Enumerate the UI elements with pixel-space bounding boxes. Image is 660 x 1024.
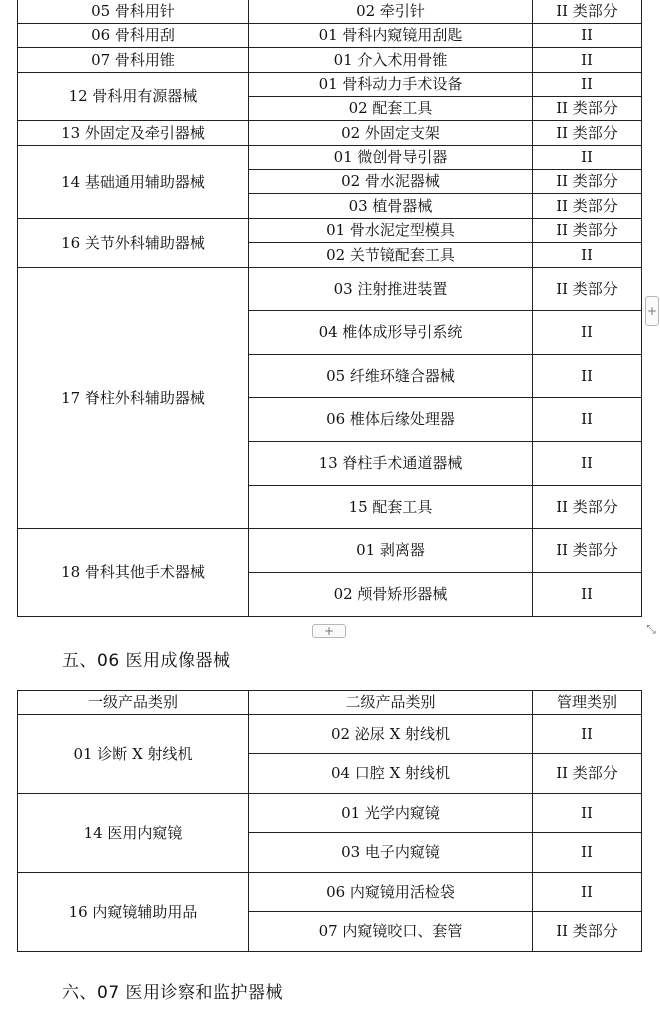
primary-category-cell: 12 骨科用有源器械: [18, 73, 249, 121]
management-class-cell: II: [533, 73, 642, 97]
management-class-cell: II: [533, 243, 642, 268]
primary-category-cell: 17 脊柱外科辅助器械: [18, 268, 249, 529]
orthopedic-table-body: [18, 0, 642, 617]
management-class-cell: II: [533, 146, 642, 170]
management-class-cell: II 类部分: [533, 121, 642, 146]
management-class-cell: II: [533, 794, 642, 833]
management-class-cell: II 类部分: [533, 170, 642, 194]
imaging-table-body: [18, 715, 642, 952]
secondary-category-cell: 02 骨水泥器械: [249, 170, 533, 194]
secondary-category-cell: 03 注射推进装置: [249, 268, 533, 311]
table-row: [18, 0, 642, 24]
primary-category-cell: 16 关节外科辅助器械: [18, 219, 249, 268]
table-header-row: [18, 691, 642, 715]
secondary-category-cell: 13 脊柱手术通道器械: [249, 442, 533, 486]
management-class-cell: II 类部分: [533, 529, 642, 573]
table-row: [18, 873, 642, 912]
secondary-category-cell: 06 内窥镜用活检袋: [249, 873, 533, 912]
management-class-cell: II 类部分: [533, 912, 642, 952]
table-row: [18, 268, 642, 311]
secondary-category-cell: 03 电子内窥镜: [249, 833, 533, 873]
resize-icon: ⤡: [646, 621, 656, 636]
secondary-category-cell: 04 椎体成形导引系统: [249, 311, 533, 355]
secondary-category-cell: 01 骨科动力手术设备: [249, 73, 533, 97]
secondary-category-cell: 15 配套工具: [249, 486, 533, 529]
management-class-cell: II: [533, 24, 642, 48]
table-row: [18, 715, 642, 754]
secondary-category-cell: 01 介入术用骨锥: [249, 48, 533, 73]
table-row: [18, 24, 642, 48]
management-class-cell: II 类部分: [533, 194, 642, 219]
secondary-category-cell: 02 配套工具: [249, 97, 533, 121]
section-heading-imaging: 五、06 医用成像器械: [62, 651, 231, 671]
primary-category-cell: 14 基础通用辅助器械: [18, 146, 249, 219]
management-class-cell: II: [533, 442, 642, 486]
management-class-cell: II: [533, 873, 642, 912]
column-header-primary: 一级产品类别: [18, 691, 249, 715]
primary-category-cell: 01 诊断 X 射线机: [18, 715, 249, 794]
management-class-cell: II 类部分: [533, 268, 642, 311]
column-header-secondary: 二级产品类别: [249, 691, 533, 715]
primary-category-cell: 05 骨科用针: [18, 0, 249, 24]
management-class-cell: II: [533, 715, 642, 754]
secondary-category-cell: 02 外固定支架: [249, 121, 533, 146]
table-row: [18, 146, 642, 170]
add-row-button[interactable]: [312, 624, 346, 638]
secondary-category-cell: 02 泌尿 X 射线机: [249, 715, 533, 754]
secondary-category-cell: 02 关节镜配套工具: [249, 243, 533, 268]
primary-category-cell: 06 骨科用刮: [18, 24, 249, 48]
table-row: [18, 529, 642, 573]
primary-category-cell: 07 骨科用锥: [18, 48, 249, 73]
primary-category-cell: 16 内窥镜辅助用品: [18, 873, 249, 952]
secondary-category-cell: 06 椎体后缘处理器: [249, 398, 533, 442]
management-class-cell: II: [533, 355, 642, 398]
orthopedic-device-table: [17, 0, 642, 617]
table-row: [18, 48, 642, 73]
secondary-category-cell: 02 颅骨矫形器械: [249, 573, 533, 617]
secondary-category-cell: 05 纤维环缝合器械: [249, 355, 533, 398]
secondary-category-cell: 01 剥离器: [249, 529, 533, 573]
add-column-button[interactable]: [645, 296, 659, 326]
table-row: [18, 219, 642, 243]
table-resize-handle[interactable]: [644, 622, 658, 636]
secondary-category-cell: 03 植骨器械: [249, 194, 533, 219]
secondary-category-cell: 01 骨科内窥镜用刮匙: [249, 24, 533, 48]
management-class-cell: II: [533, 833, 642, 873]
management-class-cell: II 类部分: [533, 486, 642, 529]
management-class-cell: II: [533, 48, 642, 73]
secondary-category-cell: 01 微创骨导引器: [249, 146, 533, 170]
column-header-management: 管理类别: [533, 691, 642, 715]
secondary-category-cell: 01 骨水泥定型模具: [249, 219, 533, 243]
management-class-cell: II: [533, 398, 642, 442]
plus-icon: +: [323, 624, 335, 638]
secondary-category-cell: 01 光学内窥镜: [249, 794, 533, 833]
imaging-device-table: [17, 690, 642, 952]
management-class-cell: II: [533, 573, 642, 617]
table-row: [18, 121, 642, 146]
table-row: [18, 73, 642, 97]
table-row: [18, 794, 642, 833]
primary-category-cell: 14 医用内窥镜: [18, 794, 249, 873]
management-class-cell: II: [533, 311, 642, 355]
secondary-category-cell: 04 口腔 X 射线机: [249, 754, 533, 794]
section-heading-diagnostic: 六、07 医用诊察和监护器械: [62, 983, 284, 1003]
management-class-cell: II 类部分: [533, 97, 642, 121]
management-class-cell: II 类部分: [533, 219, 642, 243]
plus-icon: +: [646, 304, 658, 318]
management-class-cell: II 类部分: [533, 0, 642, 24]
secondary-category-cell: 07 内窥镜咬口、套管: [249, 912, 533, 952]
secondary-category-cell: 02 牵引针: [249, 0, 533, 24]
primary-category-cell: 13 外固定及牵引器械: [18, 121, 249, 146]
primary-category-cell: 18 骨科其他手术器械: [18, 529, 249, 617]
management-class-cell: II 类部分: [533, 754, 642, 794]
